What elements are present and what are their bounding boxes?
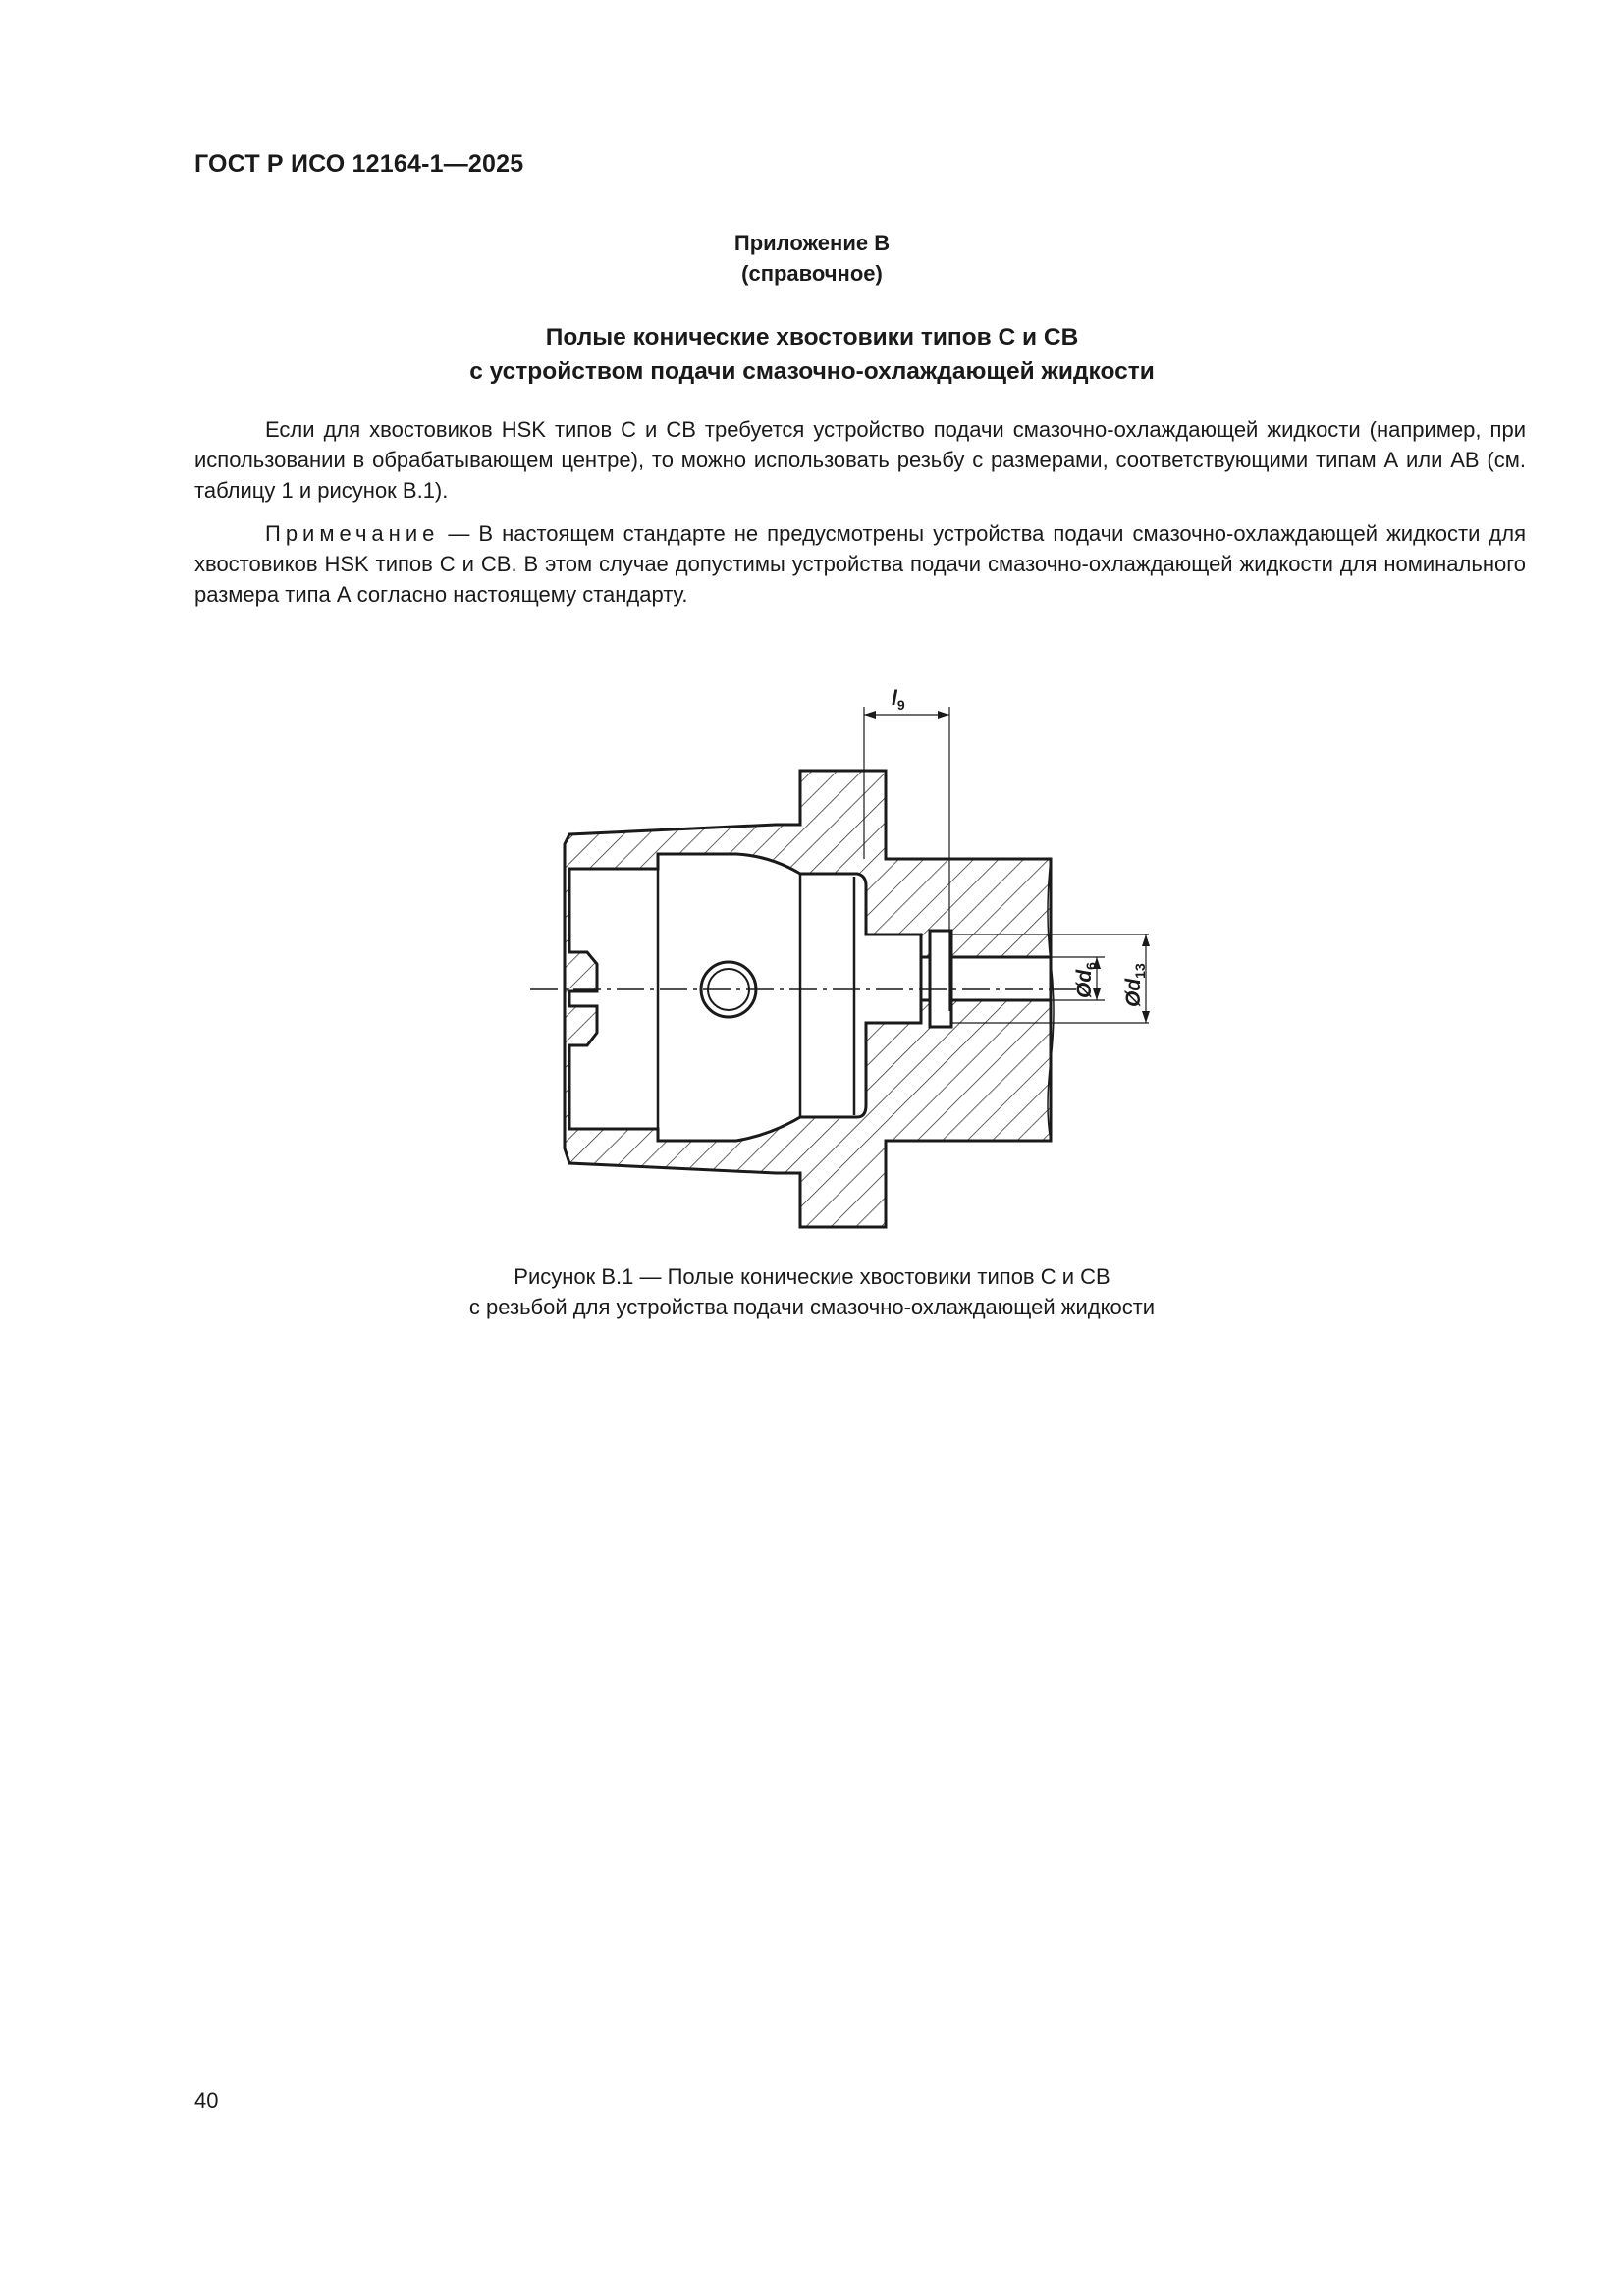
note-text: — В настоящем стандарте не предусмотрены устройства подачи смазочно-охлаждающей жидкости для хвостовиков HSK типов С и СВ. В этом случае допустимы устройства подачи смазочно-охлаждающей жидкости для номинального размера типа А согласно настоящему стандарту. bbox=[194, 521, 1526, 607]
dim-l9-label: $l_9$ bbox=[892, 687, 905, 713]
body-paragraph: Если для хвостовиков HSK типов С и СВ требуется устройство подачи смазочно-охлаждающей жидкости (например, при использовании в обрабатывающем центре), то можно использовать резьбу с размерами, соответствующими типам А или АВ (см. таблицу 1 и рисунок В.1). bbox=[194, 417, 1526, 503]
section-title-line1: Полые конические хвостовики типов С и СВ bbox=[545, 324, 1079, 350]
section-title-line2: с устройством подачи смазочно-охлаждающей жидкости bbox=[469, 358, 1155, 385]
annex-title: Приложение В bbox=[733, 231, 891, 255]
note-paragraph bbox=[194, 518, 1526, 610]
note-label: Примечание bbox=[265, 521, 440, 546]
thread-collar bbox=[930, 931, 951, 1027]
figure-b1 bbox=[530, 677, 1159, 1261]
technical-drawing bbox=[530, 677, 1159, 1256]
annex-type: (справочное) bbox=[741, 261, 883, 286]
page-number: 40 bbox=[194, 2088, 219, 2112]
document-header: ГОСТ Р ИСО 12164-1—2025 bbox=[194, 150, 524, 178]
figure-caption-line2: с резьбой для устройства подачи смазочно-охлаждающей жидкости bbox=[468, 1295, 1156, 1319]
figure-caption-line1: Рисунок В.1 — Полые конические хвостовики типов С и СВ bbox=[514, 1264, 1110, 1289]
figure-caption bbox=[0, 1261, 1624, 1322]
dim-d6-label: $Ød_6$ bbox=[1073, 962, 1099, 998]
annex-heading bbox=[0, 228, 1624, 289]
section-title bbox=[0, 320, 1624, 389]
dim-d13-label: $Ød_{13}$ bbox=[1122, 963, 1148, 1007]
